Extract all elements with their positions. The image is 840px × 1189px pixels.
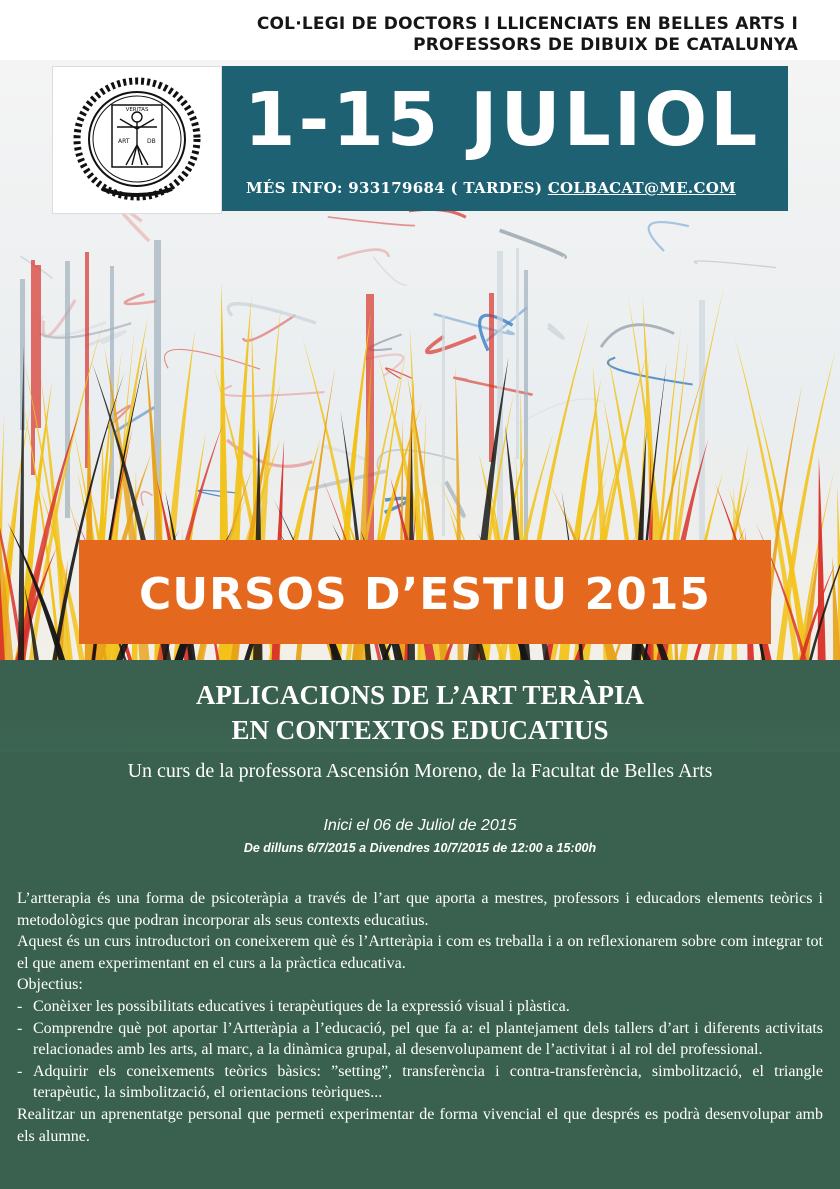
course-schedule: De dilluns 6/7/2015 a Divendres 10/7/2015 de 12:00 a 15:00h <box>243 841 597 855</box>
course-start-date: Inici el 06 de Juliol de 2015 <box>323 817 517 834</box>
contact-info <box>246 179 736 197</box>
course-subtitle: Un curs de la professora Ascensión Moreno, de la Facultat de Belles Arts <box>127 760 713 782</box>
description-closing: Realitzar un aprenentatge personal que permeti experimentar de forma vivencial el que després es podrà desenvolupar amb els alumne. <box>17 1105 823 1145</box>
course-title <box>0 678 840 748</box>
date-band <box>222 66 788 211</box>
contact-email-link[interactable]: COLBACAT@ME.COM <box>547 179 736 197</box>
summer-courses-banner <box>79 540 771 644</box>
logo-motto: VERITAS <box>125 107 149 113</box>
course-panel <box>0 660 840 1189</box>
description-paragraph-1: L’artterapia és una forma de psicoteràpia a través de l’art que aporta a mestres, professors i educadors elements teòrics i metodològics que podran incorporar als seus contexts educatius. <box>17 890 823 929</box>
objectives-label: Objectius: <box>17 976 83 994</box>
logo-initials-right: DB <box>147 138 156 145</box>
course-title-line-2: EN CONTEXTOS EDUCATIUS <box>231 715 609 745</box>
banner-title: CURSOS D’ESTIU 2015 <box>139 569 711 620</box>
course-title-line-1: APLICACIONS DE L’ART TERÀPIA <box>196 680 644 710</box>
logo-initials-left: ART <box>118 138 130 145</box>
objective-item: - Conèixer les possibilitats educatives i terapèutiques de la expressió visual i plàstica. <box>17 996 823 1018</box>
organization-line-2: PROFESSORS DE DIBUIX DE CATALUNYA <box>413 35 798 55</box>
logo <box>52 66 222 214</box>
objective-item: - Comprendre què pot aportar l’Artteràpia a l’educació, pel que fa a: el plantejament dels tallers d’art i diferents activitats relacionades amb les arts, al marc, a la dinàmica grupal, al desenvolupament de l’activitat i al rol del professional. <box>17 1018 823 1061</box>
objectives-list <box>17 996 823 1104</box>
description-paragraph-2: Aquest és un curs introductori on coneixerem què és l’Artteràpia i com es treballa i a on reflexionarem sobre com integrar tot el que anem experimentant en el curs a la pràctica educativa. <box>17 933 823 972</box>
course-description <box>17 888 823 1147</box>
vitruvian-seal-icon <box>62 71 212 209</box>
objective-item: - Adquirir els coneixements teòrics bàsics: ”setting”, transferència i contra-transferència, simbolització, el triangle terapèutic, la simbolització, el orientacions teòriques... <box>17 1061 823 1104</box>
organization-line-1: COL·LEGI DE DOCTORS I LLICENCIATS EN BELLES ARTS I <box>256 14 798 34</box>
dates-title: 1-15 JULIOL <box>244 77 761 163</box>
organization-name <box>38 14 798 56</box>
contact-phone: MÉS INFO: 933179684 ( TARDES) <box>246 179 548 197</box>
